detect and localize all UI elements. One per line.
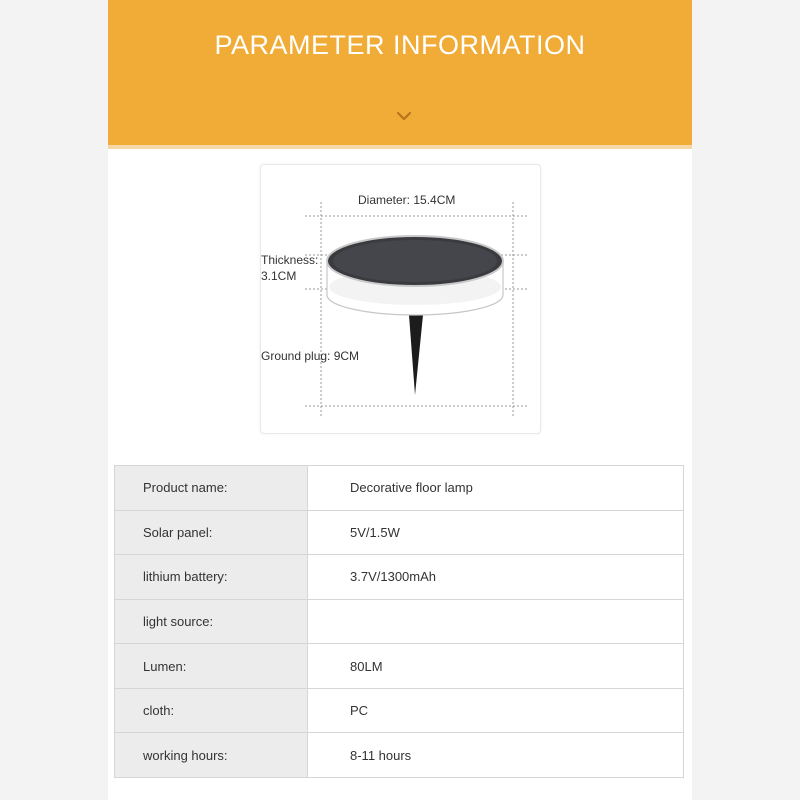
spec-label: Lumen: bbox=[115, 644, 308, 689]
thickness-label: Thickness: bbox=[261, 253, 319, 267]
spec-value: 8-11 hours bbox=[308, 733, 684, 778]
spec-value: 5V/1.5W bbox=[308, 510, 684, 555]
spec-label: Product name: bbox=[115, 466, 308, 511]
header-banner bbox=[108, 0, 692, 145]
table-row bbox=[115, 466, 684, 511]
table-row bbox=[115, 555, 684, 600]
thickness-value: 3.1CM bbox=[261, 269, 297, 283]
table-row bbox=[115, 688, 684, 733]
table-row bbox=[115, 599, 684, 644]
banner-divider bbox=[108, 145, 692, 149]
spec-label: Solar panel: bbox=[115, 510, 308, 555]
chevron-down-icon[interactable] bbox=[395, 110, 413, 122]
spec-value bbox=[308, 599, 684, 644]
table-row bbox=[115, 733, 684, 778]
diameter-label: Diameter: 15.4CM bbox=[358, 193, 456, 207]
page-title: PARAMETER INFORMATION bbox=[214, 30, 586, 60]
spec-table bbox=[114, 465, 684, 778]
spec-label: light source: bbox=[115, 599, 308, 644]
spec-label: working hours: bbox=[115, 733, 308, 778]
spec-value: Decorative floor lamp bbox=[308, 466, 684, 511]
spec-label: cloth: bbox=[115, 688, 308, 733]
spec-value: PC bbox=[308, 688, 684, 733]
spec-value: 80LM bbox=[308, 644, 684, 689]
table-row bbox=[115, 644, 684, 689]
spec-label: lithium battery: bbox=[115, 555, 308, 600]
product-image-card bbox=[260, 164, 541, 434]
bottom-strip bbox=[108, 785, 692, 800]
ground-plug-label: Ground plug: 9CM bbox=[261, 349, 360, 363]
table-row bbox=[115, 510, 684, 555]
spec-value: 3.7V/1300mAh bbox=[308, 555, 684, 600]
ground-plug-stake bbox=[409, 315, 423, 395]
